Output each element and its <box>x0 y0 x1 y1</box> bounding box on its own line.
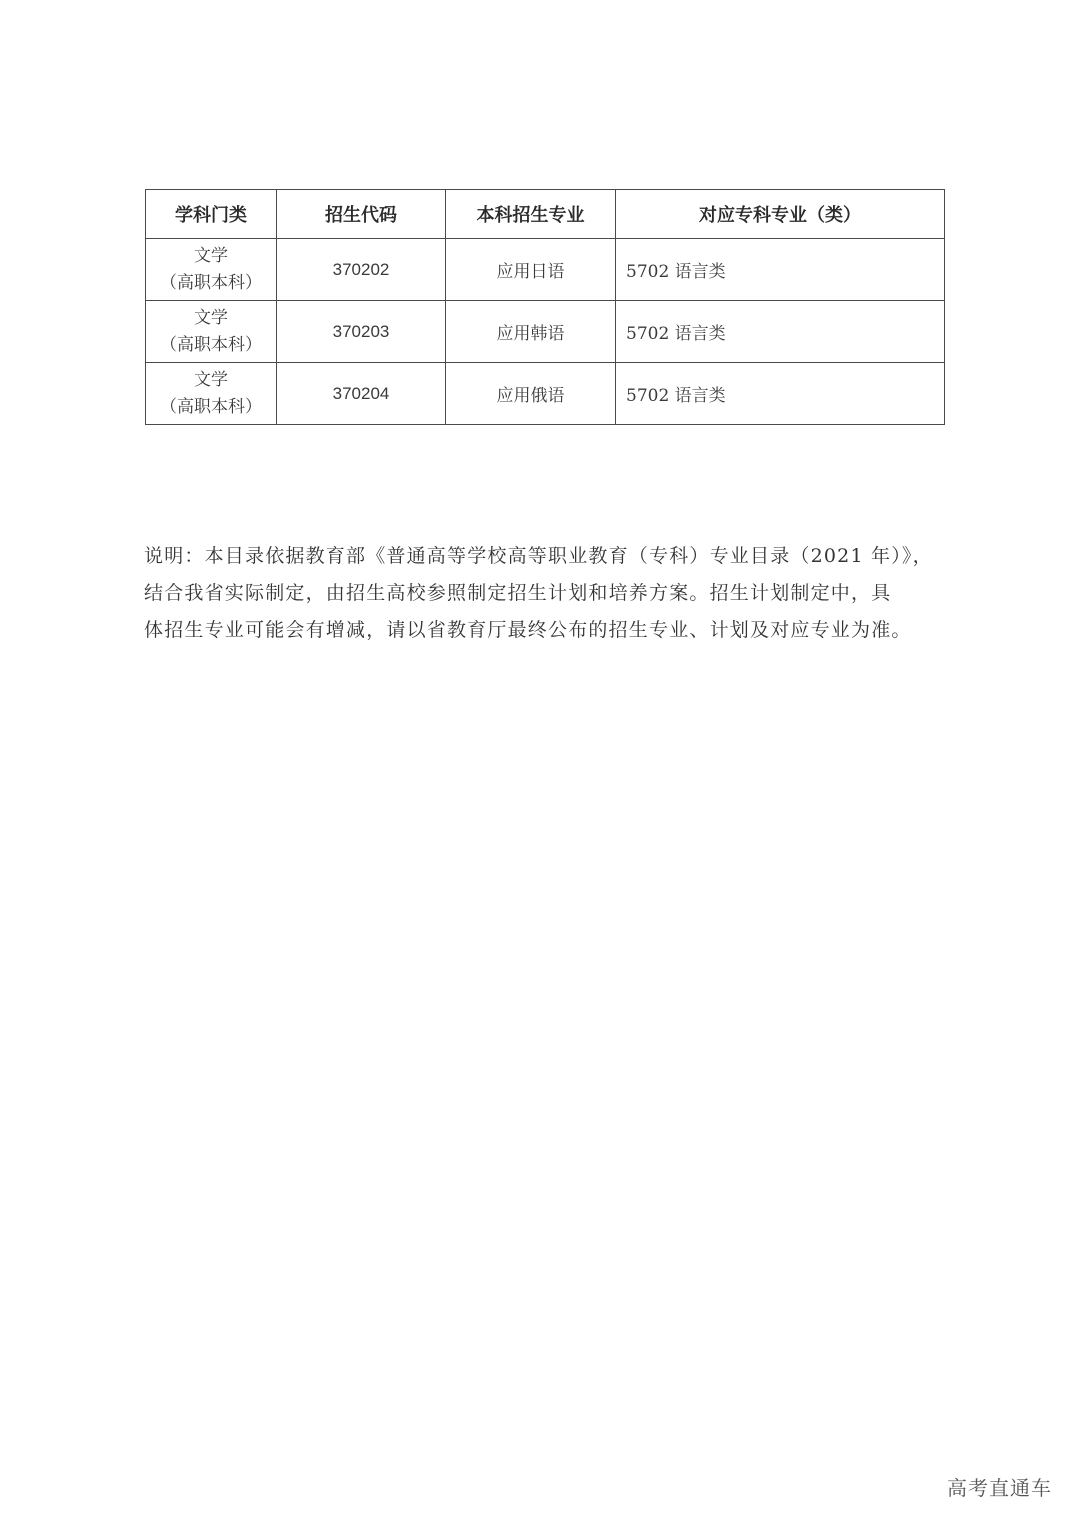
note-line: 结合我省实际制定，由招生高校参照制定招生计划和培养方案。招生计划制定中，具 <box>144 582 892 604</box>
category-name: 文学 <box>194 245 228 266</box>
source-watermark: 高考直通车 <box>947 1476 1052 1500</box>
note-line: 体招生专业可能会有增减，请以省教育厅最终公布的招生专业、计划及对应专业为准。 <box>144 619 912 641</box>
major-catalog-table <box>145 189 945 425</box>
category-name: 文学 <box>194 369 228 390</box>
category-level: （高职本科） <box>160 334 262 355</box>
table-header-row <box>146 190 945 239</box>
cell-category <box>146 301 277 363</box>
cell-code: 370203 <box>277 301 446 363</box>
cell-category <box>146 363 277 425</box>
category-level: （高职本科） <box>160 396 262 417</box>
category-level: （高职本科） <box>160 272 262 293</box>
cell-major: 应用韩语 <box>446 301 616 363</box>
header-enrollment-code: 招生代码 <box>277 190 446 239</box>
explanatory-note <box>144 538 944 649</box>
cell-corresponding: 5702 语言类 <box>616 301 945 363</box>
table-row <box>146 301 945 363</box>
cell-code: 370204 <box>277 363 446 425</box>
cell-corresponding: 5702 语言类 <box>616 363 945 425</box>
cell-corresponding: 5702 语言类 <box>616 239 945 301</box>
cell-code: 370202 <box>277 239 446 301</box>
header-undergraduate-major: 本科招生专业 <box>446 190 616 239</box>
category-name: 文学 <box>194 307 228 328</box>
cell-major: 应用日语 <box>446 239 616 301</box>
header-corresponding-college-major: 对应专科专业（类） <box>616 190 945 239</box>
table-row <box>146 363 945 425</box>
table-row <box>146 239 945 301</box>
note-line: 说明：本目录依据教育部《普通高等学校高等职业教育（专科）专业目录（2021 年）》， <box>144 545 933 567</box>
cell-category <box>146 239 277 301</box>
cell-major: 应用俄语 <box>446 363 616 425</box>
header-discipline-category: 学科门类 <box>146 190 277 239</box>
